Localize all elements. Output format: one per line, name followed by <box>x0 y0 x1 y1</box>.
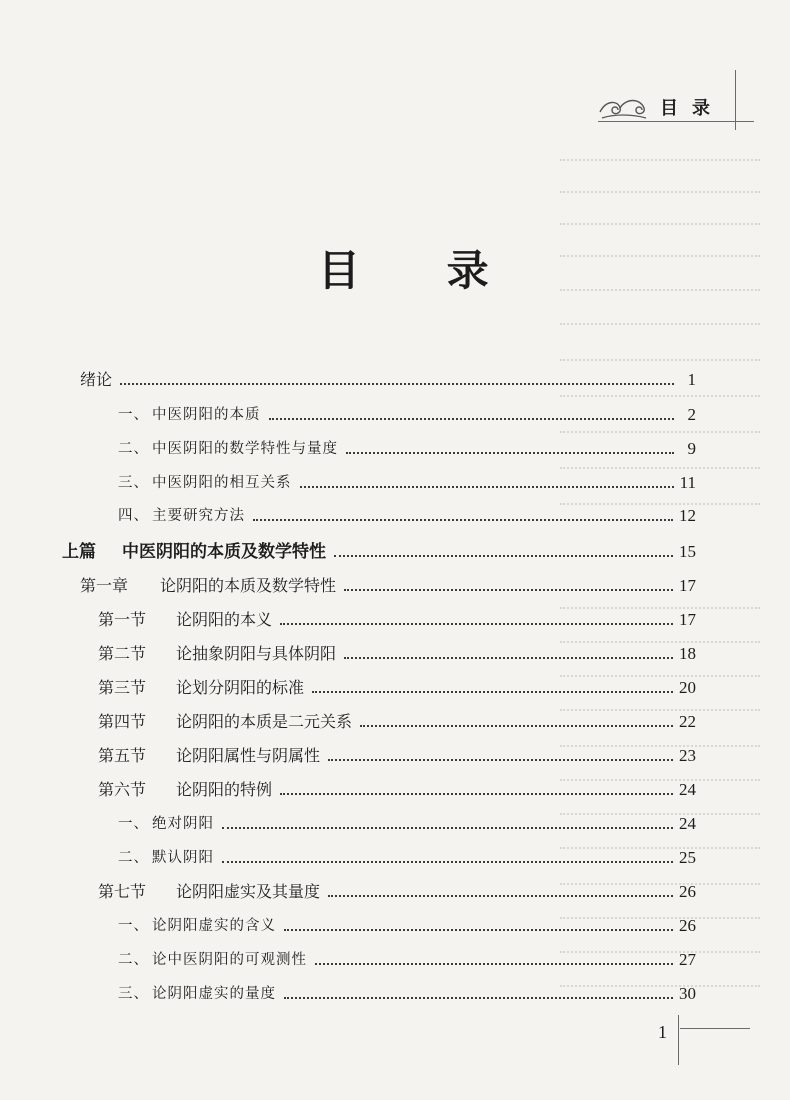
toc-entry-page: 11 <box>679 473 696 492</box>
toc-leader-dots <box>269 417 675 420</box>
toc-entry-page: 30 <box>679 984 696 1003</box>
toc-entry-number: 第一节 <box>98 610 147 629</box>
toc-entry-page: 25 <box>679 848 696 867</box>
toc-entry-label <box>118 848 214 868</box>
toc-leader-dots <box>344 588 673 591</box>
toc-entry-label <box>98 610 272 630</box>
toc-leader-dots <box>284 996 673 999</box>
toc-entry-number: 二、 <box>118 850 149 866</box>
toc-entry <box>118 465 696 493</box>
page-number: 1 <box>658 1022 667 1042</box>
toc-entry-number: 第二节 <box>98 644 147 663</box>
toc-entry-label <box>80 576 336 596</box>
toc-entry-number: 一、 <box>118 816 149 832</box>
toc-entry <box>98 738 696 766</box>
running-header-title: 目录 <box>660 98 724 119</box>
toc-entry <box>118 976 696 1004</box>
toc-leader-dots <box>315 962 673 965</box>
page-title: 目 录 <box>318 246 525 295</box>
toc-leader-dots <box>253 518 673 521</box>
toc-leader-dots <box>280 622 673 625</box>
toc-entry-label <box>118 984 276 1004</box>
toc-entry-page: 26 <box>679 882 696 901</box>
toc-entry-page: 17 <box>679 576 696 595</box>
toc-entry-title: 绝对阴阳 <box>152 816 214 832</box>
toc-entry-number: 第一章 <box>80 576 129 595</box>
toc-entry-title: 主要研究方法 <box>152 508 245 524</box>
toc-entry <box>98 772 696 800</box>
toc-entry-number: 四、 <box>118 508 149 524</box>
toc-entry-label <box>118 814 214 834</box>
toc-entry-label <box>118 506 245 526</box>
toc-entry-title: 中医阴阳的本质 <box>152 407 261 423</box>
toc-entry <box>80 362 696 390</box>
toc-entry-number: 二、 <box>118 441 149 457</box>
toc-entry-label <box>62 542 326 562</box>
toc-leader-dots <box>334 554 673 557</box>
toc-entry-title: 论中医阴阳的可观测性 <box>152 952 307 968</box>
toc-leader-dots <box>222 826 673 829</box>
toc-entry-page: 1 <box>687 370 696 389</box>
toc-entry-number: 二、 <box>118 952 149 968</box>
toc-entry-title: 论阴阳的本义 <box>176 610 273 629</box>
toc-entry-label <box>118 950 307 970</box>
toc-entry <box>118 397 696 425</box>
folio-vertical-rule <box>678 1015 679 1065</box>
toc-entry-page: 17 <box>679 610 696 629</box>
toc-entry-label <box>118 473 292 493</box>
toc-entry <box>98 874 696 902</box>
toc-leader-dots <box>300 485 674 488</box>
toc-entry-number: 第三节 <box>98 678 147 697</box>
toc-entry-title: 论阴阳虚实的量度 <box>152 986 276 1002</box>
toc-entry-page: 12 <box>679 506 696 525</box>
toc-entry-page: 24 <box>679 780 696 799</box>
toc-entry <box>118 942 696 970</box>
toc-entry <box>118 498 696 526</box>
toc-entry <box>118 431 696 459</box>
toc-entry-page: 22 <box>679 712 696 731</box>
toc-entry-page: 15 <box>679 542 696 561</box>
toc-entry <box>80 568 696 596</box>
toc-entry <box>62 534 696 562</box>
toc-entry-title: 论阴阳虚实及其量度 <box>176 882 321 901</box>
toc-entry-label <box>98 644 336 664</box>
toc-entry-label <box>118 439 338 459</box>
toc-entry-page: 2 <box>687 405 696 424</box>
toc-entry-title: 中医阴阳的数学特性与量度 <box>152 441 338 457</box>
toc-leader-dots <box>344 656 673 659</box>
toc-leader-dots <box>360 724 673 727</box>
toc-entry-page: 9 <box>687 439 696 458</box>
toc-entry-page: 20 <box>679 678 696 697</box>
toc-leader-dots <box>284 928 673 931</box>
toc-leader-dots <box>222 860 673 863</box>
toc-entry-title: 论阴阳属性与阴属性 <box>176 746 321 765</box>
toc-leader-dots <box>346 451 674 454</box>
toc-leader-dots <box>328 758 673 761</box>
toc-entry <box>118 840 696 868</box>
toc-entry-title: 中医阴阳的本质及数学特性 <box>122 542 326 562</box>
toc-entry-number: 上篇 <box>62 542 96 562</box>
toc-entry-page: 26 <box>679 916 696 935</box>
toc-entry-title: 论抽象阴阳与具体阴阳 <box>176 644 337 663</box>
toc-leader-dots <box>120 382 674 385</box>
toc-entry <box>118 908 696 936</box>
toc-entry-number: 三、 <box>118 475 149 491</box>
folio-horizontal-rule <box>680 1028 750 1029</box>
toc-entry-title: 论阴阳虚实的含义 <box>152 918 276 934</box>
toc-entry-page: 18 <box>679 644 696 663</box>
toc-entry <box>98 670 696 698</box>
toc-entry-number: 第五节 <box>98 746 147 765</box>
toc-entry-title: 论阴阳的特例 <box>176 780 273 799</box>
toc-entry-label <box>98 678 304 698</box>
toc-entry-number: 第七节 <box>98 882 147 901</box>
toc-entry-title: 论阴阳的本质及数学特性 <box>160 576 337 595</box>
toc-entry <box>98 704 696 732</box>
toc-entry-label <box>118 916 276 936</box>
toc-entry <box>98 602 696 630</box>
toc-entry-label <box>118 405 261 425</box>
toc-entry-number: 一、 <box>118 407 149 423</box>
toc-entry <box>98 636 696 664</box>
toc-entry-number: 三、 <box>118 986 149 1002</box>
toc-leader-dots <box>280 792 673 795</box>
toc-entry-title: 绪论 <box>80 370 113 389</box>
toc-entry-number: 一、 <box>118 918 149 934</box>
toc-entry-title: 论阴阳的本质是二元关系 <box>176 712 353 731</box>
toc-entry-label <box>98 882 320 902</box>
toc-entry-label <box>98 712 352 732</box>
toc-entry-page: 27 <box>679 950 696 969</box>
toc-leader-dots <box>312 690 673 693</box>
toc-entry <box>118 806 696 834</box>
toc-entry-title: 中医阴阳的相互关系 <box>152 475 292 491</box>
toc-entry-number: 第六节 <box>98 780 147 799</box>
toc-leader-dots <box>328 894 673 897</box>
toc-entry-page: 23 <box>679 746 696 765</box>
toc-entry-title: 论划分阴阳的标准 <box>176 678 305 697</box>
toc-entry-page: 24 <box>679 814 696 833</box>
toc-entry-number: 第四节 <box>98 712 147 731</box>
toc-entry-label <box>98 780 272 800</box>
toc-entry-title: 默认阴阳 <box>152 850 214 866</box>
toc-entry-label <box>98 746 320 766</box>
toc-entry-label <box>80 370 112 390</box>
